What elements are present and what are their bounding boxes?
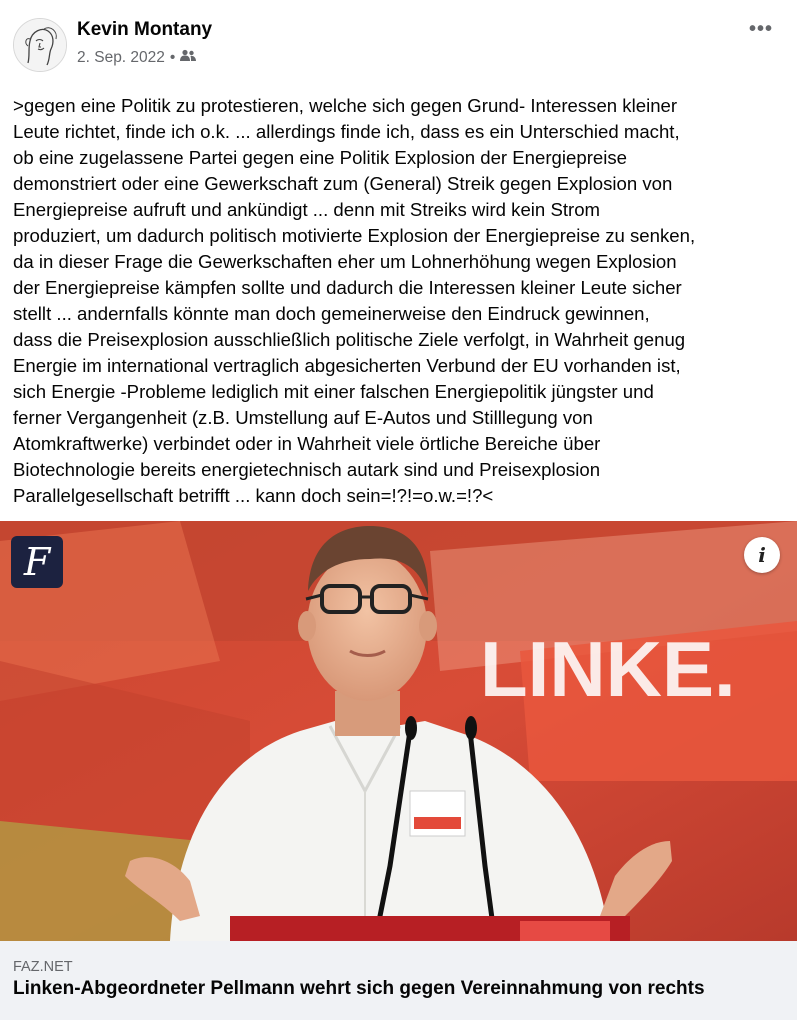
link-preview-image[interactable] [0,521,797,941]
post-header [0,0,797,88]
meta-separator: • [169,49,176,66]
post-date[interactable]: 2. Sep. 2022 [77,49,165,66]
faz-logo: F [11,536,63,588]
politician-photo [0,521,797,941]
more-options-button[interactable]: ••• [748,18,773,40]
link-domain: FAZ.NET [13,959,73,975]
avatar[interactable] [13,18,67,72]
post-meta [77,49,196,67]
author-name[interactable]: Kevin Montany [77,19,213,40]
banner-text: LINKE. [480,625,736,713]
friends-icon [180,49,196,67]
link-title[interactable]: Linken-Abgeordneter Pellmann wehrt sich gegen Vereinnahmung von rechts [13,978,705,999]
post-text: >gegen eine Politik zu protestieren, welche sich gegen Grund- Interessen kleiner Leute richtet, finde ich o.k. ... allerdings finde ich, dass es ein Unterschied macht, ob eine zugelassene Partei gegen eine Politik Explosion der Energiepreise demonstriert oder eine Gewerkschaft zum (General) Streik gegen Explosion von Energiepreise aufruft und ankündigt ... denn mit Streiks wird kein Strom produziert, um dadurch politisch motivierte Explosion der Energiepreise zu senken, da in dieser Frage die Gewerkschaften eher um Lohnerhöhung wegen Explosion der Energiepreise kämpfen sollte und dadurch die Interessen kleiner Leute sicher stellt ... andernfalls könnte man doch gemeinerweise den Eindruck gewinnen, dass die Preisexplosion ausschließlich politische Ziele verfolgt, in Wahrheit genug Energie im international vertraglich abgesicherten Verbund der EU vorhanden ist, sich Energie -Probleme lediglich mit einer falschen Energiepolitik jüngster und ferner Vergangenheit (z.B. Umstellung auf E-Autos und Stilllegung von Atomkraftwerke) verbindet oder in Wahrheit viele örtliche Bereiche über Biotechnologie bereits energietechnisch autark sind und Preisexplosion Parallelgesellschaft betrifft ... kann doch sein=!?!=o.w.=!?< [13,95,696,506]
info-icon-button[interactable]: i [744,537,780,573]
avatar-sketch-icon [14,19,66,71]
